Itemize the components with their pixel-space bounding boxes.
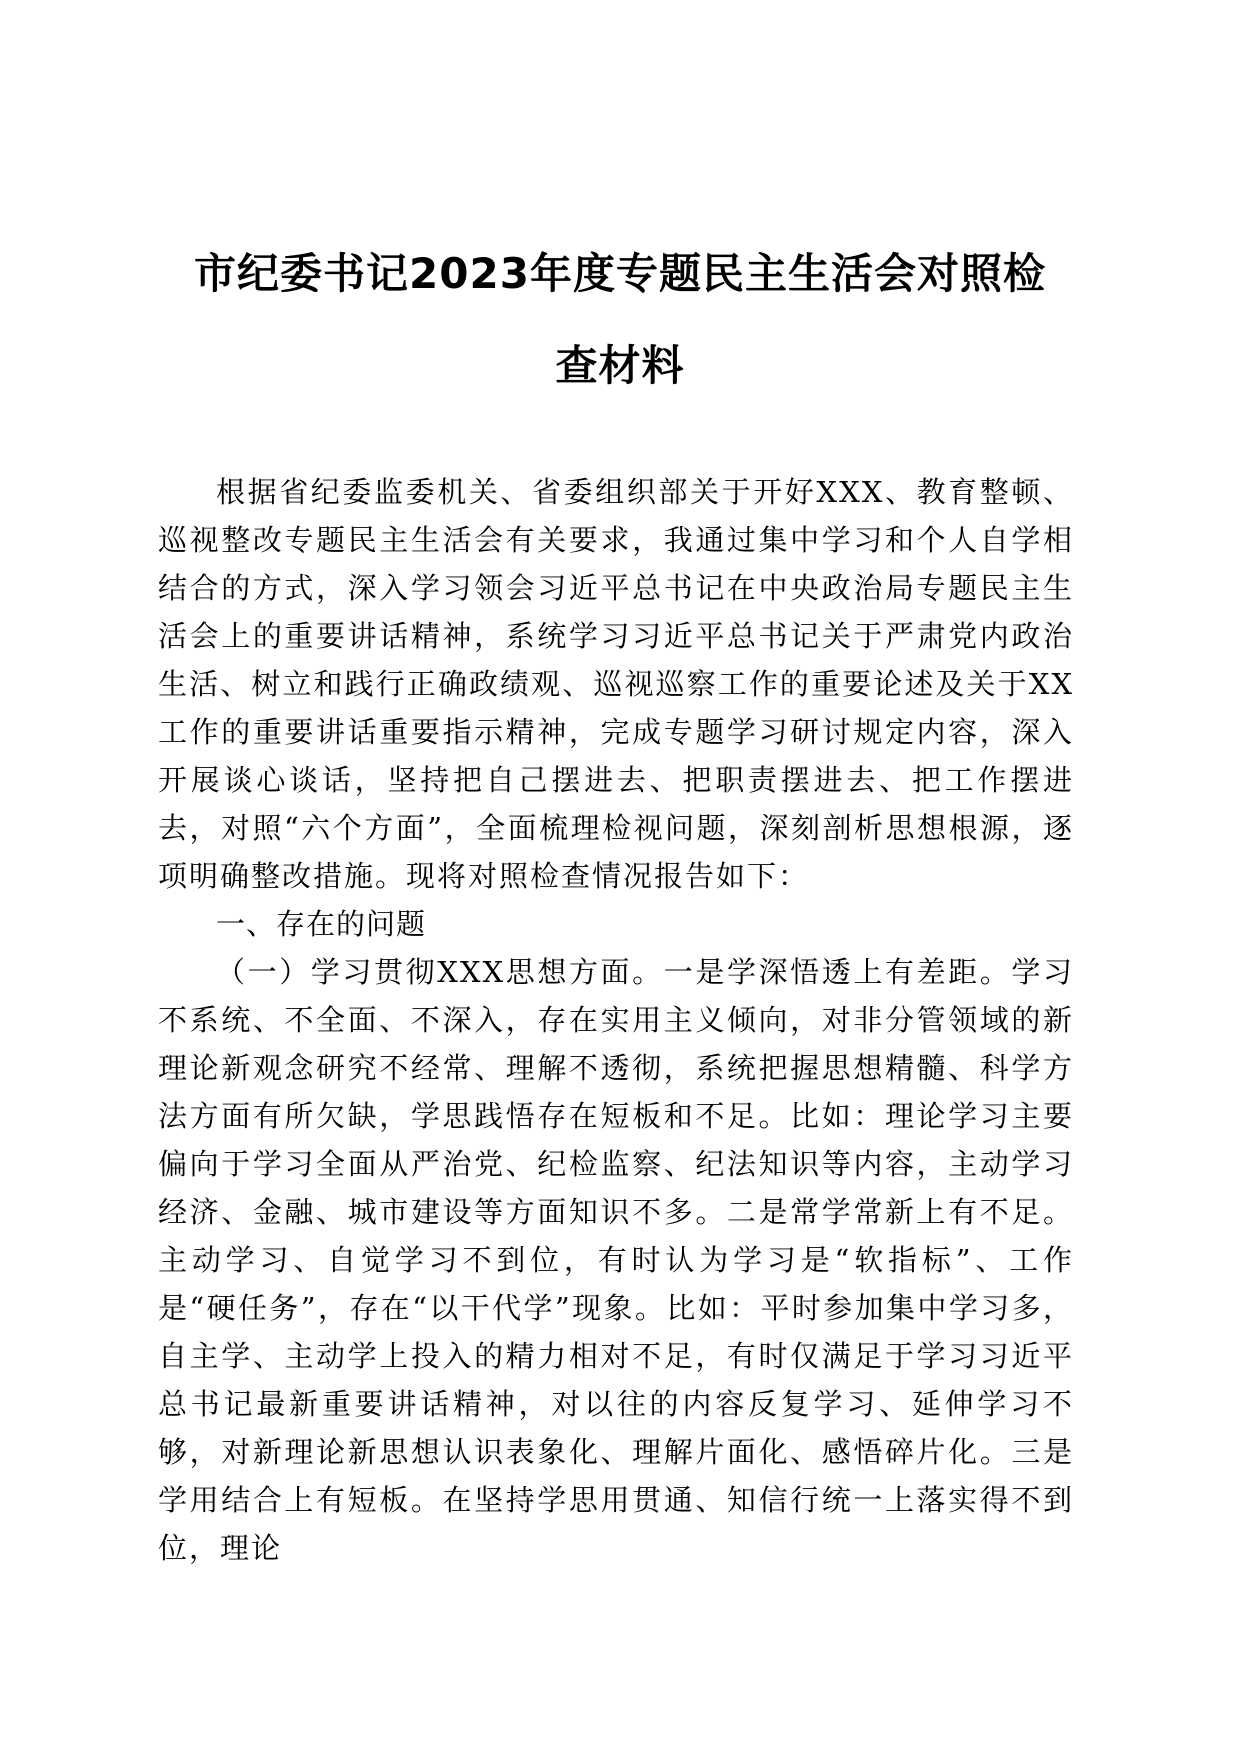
document-title: [100, 228, 1140, 412]
title-line-1: 市纪委书记2023年度专题民主生活会对照检: [194, 249, 1046, 298]
section-heading-problems: 一、存在的问题: [216, 907, 427, 941]
intro-paragraph: 根据省纪委监委机关、省委组织部关于开好XXX、教育整顿、巡视整改专题民主生活会有关要求，我通过集中学习和个人自学相结合的方式，深入学习领会习近平总书记在中央政治局专题民主生活会上的重要讲话精神，系统学习习近平总书记关于严肃党内政治生活、树立和践行正确政绩观、巡视巡察工作的重要论述及关于XX工作的重要讲话重要指示精神，完成专题学习研讨规定内容，深入开展谈心谈话，坚持把自己摆进去、把职责摆进去、把工作摆进去，对照“六个方面”，全面梳理检视问题，深刻剖析思想根源，逐项明确整改措施。现将对照检查情况报告如下：: [158, 475, 1074, 893]
document-body: [158, 468, 1074, 1572]
title-line-2: 查材料: [555, 341, 685, 390]
section1-paragraph-1: （一）学习贯彻XXX思想方面。一是学深悟透上有差距。学习不系统、不全面、不深入，存在实用主义倾向，对非分管领域的新理论新观念研究不经常、理解不透彻，系统把握思想精髓、科学方法方面有所欠缺，学思践悟存在短板和不足。比如：理论学习主要偏向于学习全面从严治党、纪检监察、纪法知识等内容，主动学习经济、金融、城市建设等方面知识不多。二是常学常新上有不足。主动学习、自觉学习不到位，有时认为学习是“软指标”、工作是“硬任务”，存在“以干代学”现象。比如：平时参加集中学习多，自主学、主动学上投入的精力相对不足，有时仅满足于学习习近平总书记最新重要讲话精神，对以往的内容反复学习、延伸学习不够，对新理论新思想认识表象化、理解片面化、感悟碎片化。三是学用结合上有短板。在坚持学思用贯通、知信行统一上落实得不到位，理论: [158, 955, 1074, 1565]
